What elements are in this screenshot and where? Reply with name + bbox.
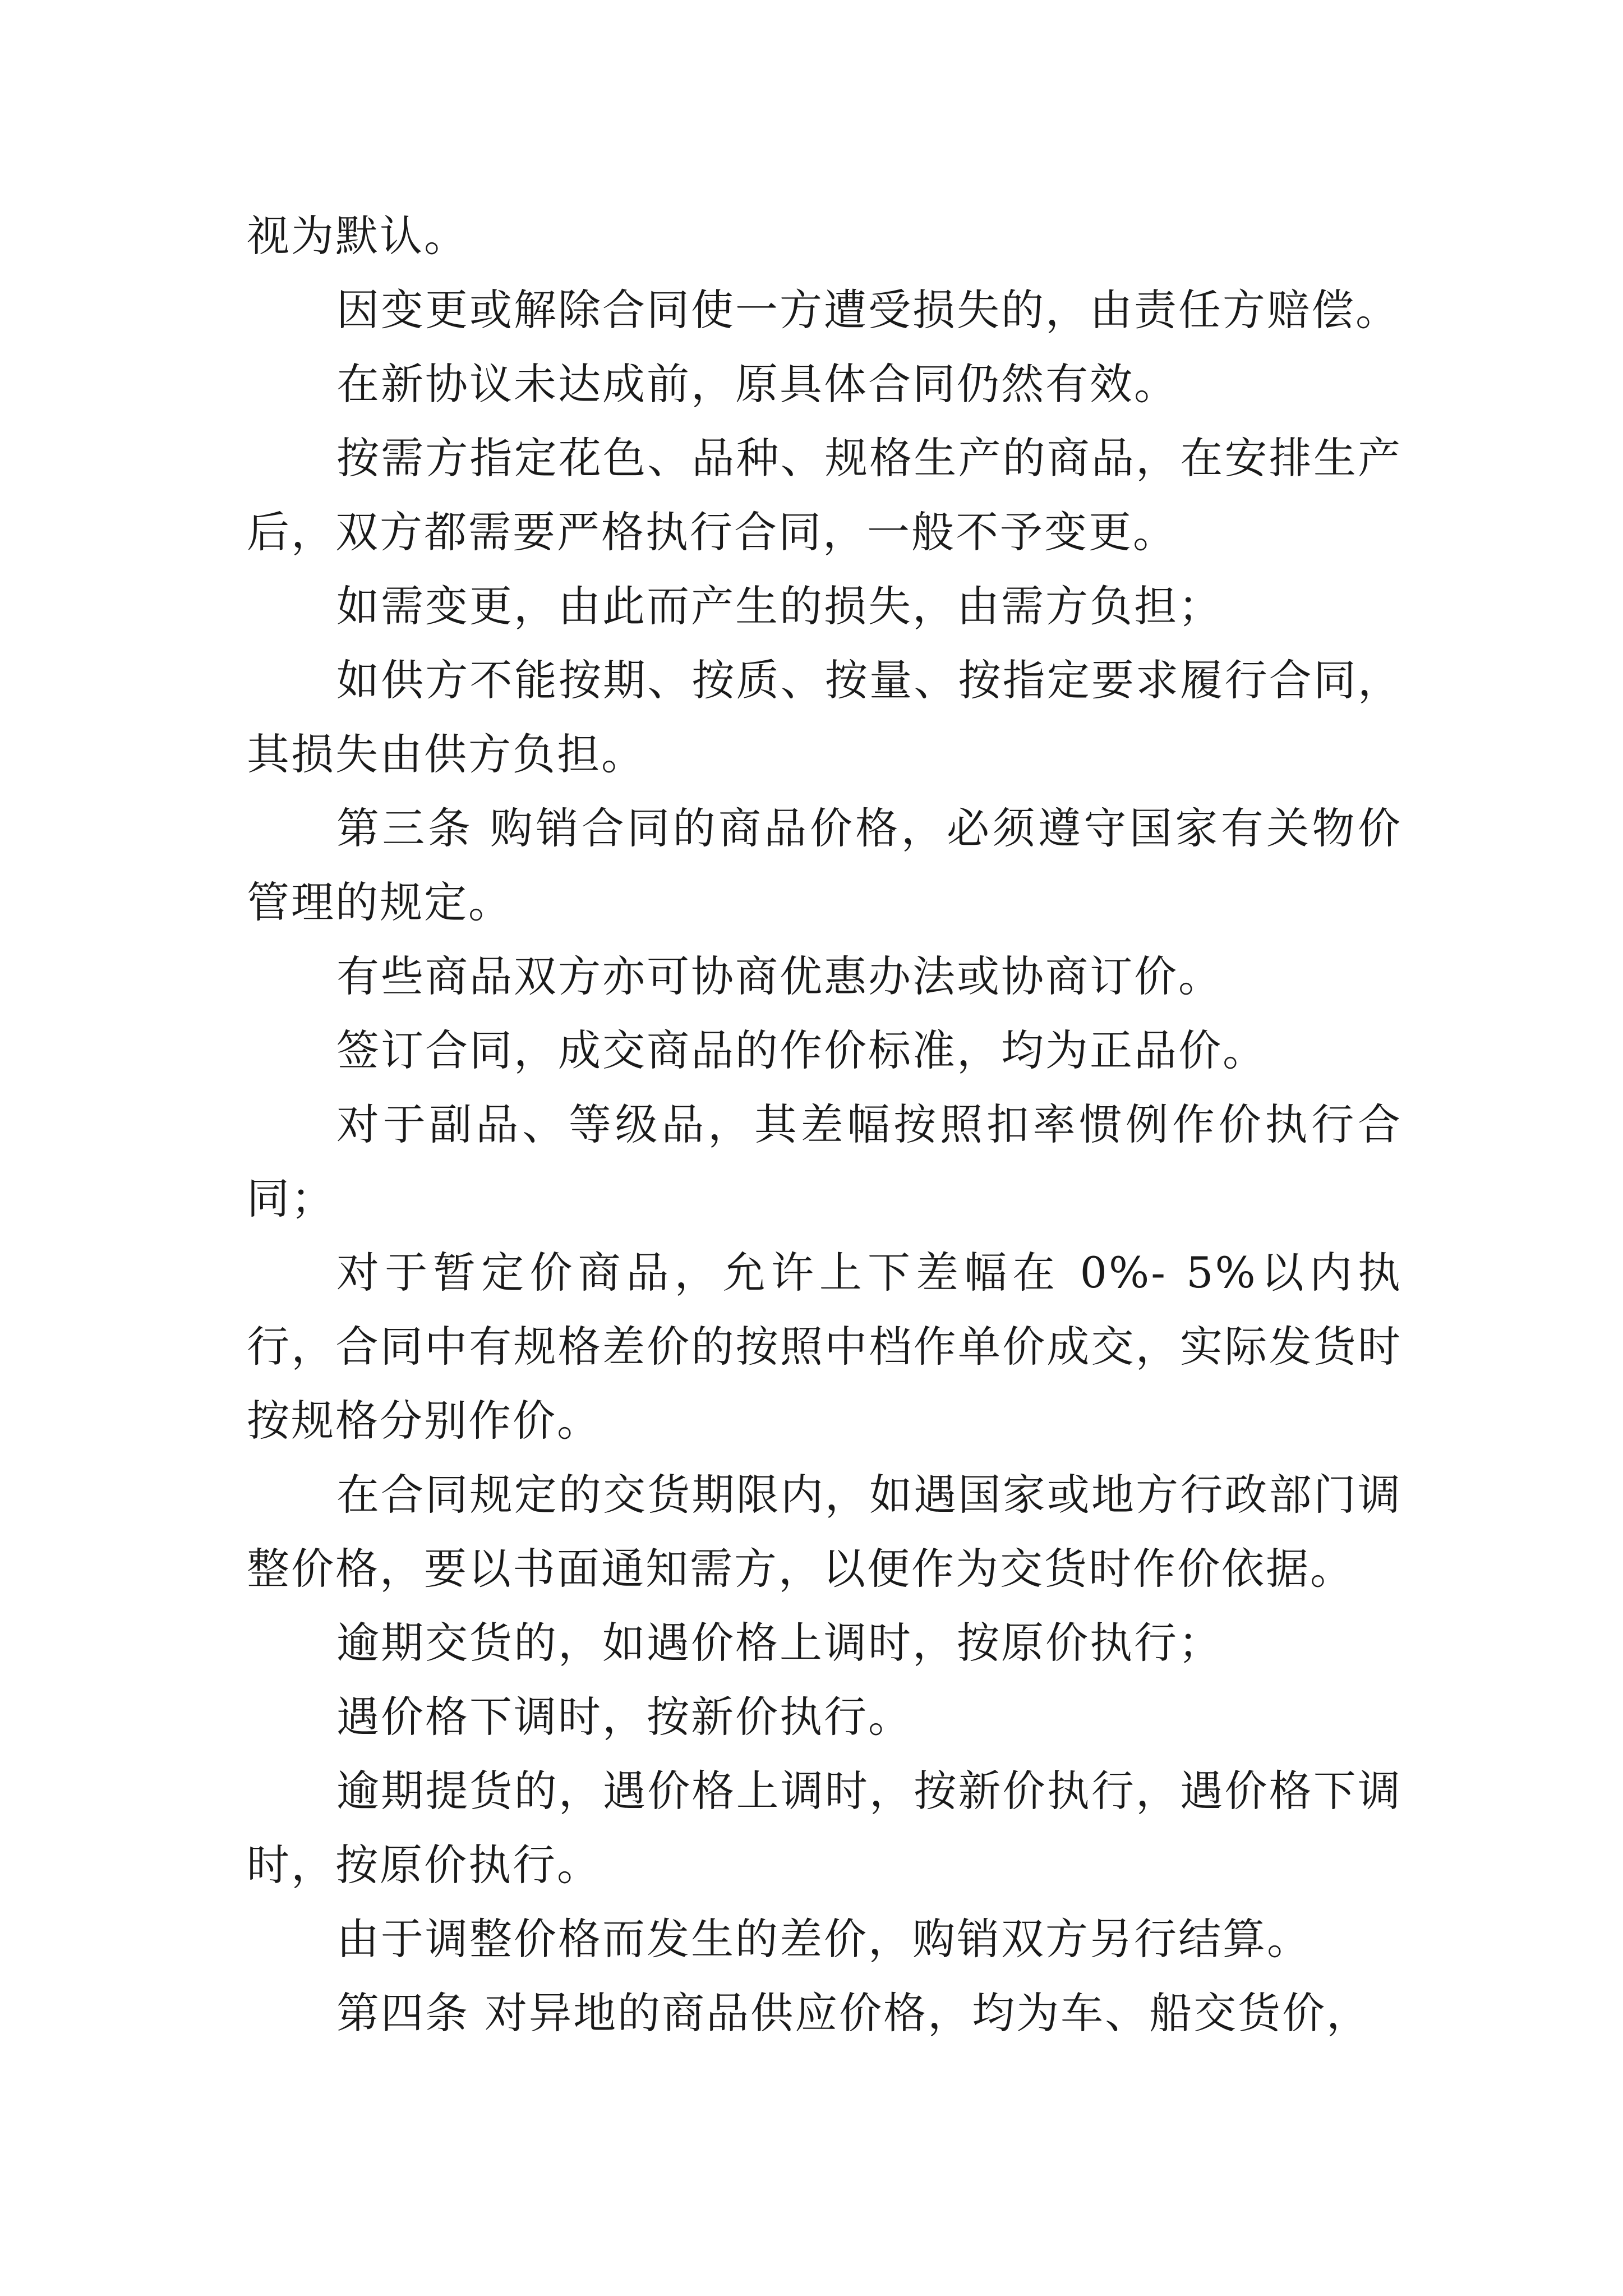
paragraph: 在新协议未达成前，原具体合同仍然有效。 [336,359,1178,409]
paragraph: 逾期提货的，遇价格上调时，按新价执行，遇价格下调时，按原价执行。 [247,1766,1402,1890]
paragraph: 如供方不能按期、按质、按量、按指定要求履行合同，其损失由供方负担。 [247,655,1402,779]
paragraph: 逾期交货的，如遇价格上调时，按原价执行； [336,1618,1223,1668]
paragraph: 如需变更，由此而产生的损失，由需方负担； [336,581,1223,631]
paragraph: 视为默认。 [247,211,468,261]
paragraph: 对于暂定价商品，允许上下差幅在 0%- 5%以内执行，合同中有规格差价的按照中档作单价成交，实际发货时按规格分别作价。 [247,1248,1402,1446]
paragraph: 签订合同，成交商品的作价标准，均为正品价。 [336,1025,1267,1075]
contract-text-body [247,199,1402,2050]
article-three-paragraph: 第三条 购销合同的商品价格，必须遵守国家有关物价管理的规定。 [247,803,1402,927]
paragraph: 按需方指定花色、品种、规格生产的商品，在安排生产后，双方都需要严格执行合同，一般不予变更。 [247,433,1402,557]
paragraph: 因变更或解除合同使一方遭受损失的，由责任方赔偿。 [336,285,1400,335]
article-four-paragraph: 第四条 对异地的商品供应价格，均为车、船交货价， [336,1988,1371,2038]
paragraph: 对于副品、等级品，其差幅按照扣率惯例作价执行合同； [247,1099,1402,1223]
paragraph: 在合同规定的交货期限内，如遇国家或地方行政部门调整价格，要以书面通知需方，以便作为交货时作价依据。 [247,1470,1402,1594]
paragraph: 有些商品双方亦可协商优惠办法或协商订价。 [336,951,1223,1001]
paragraph: 遇价格下调时，按新价执行。 [336,1692,912,1742]
paragraph: 由于调整价格而发生的差价，购销双方另行结算。 [336,1914,1311,1964]
